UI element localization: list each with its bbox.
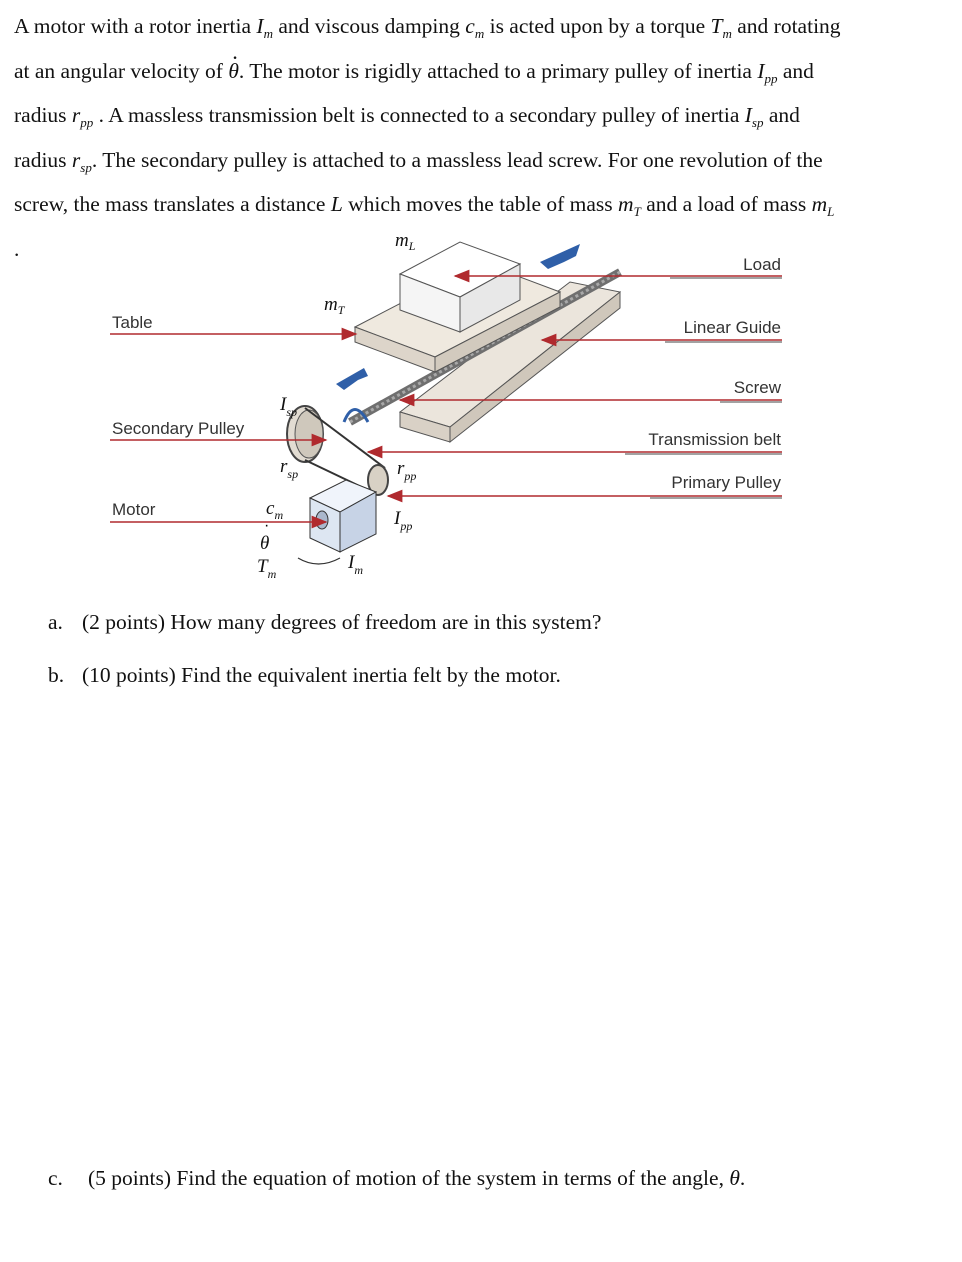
symbol-cm: $c_m$ bbox=[266, 498, 284, 522]
label-motor: Motor bbox=[112, 500, 156, 519]
symbol-theta-dot: θ bbox=[260, 533, 270, 554]
label-load: Load bbox=[743, 255, 781, 274]
blue-arrow-down bbox=[336, 368, 368, 390]
problem-line-6: . bbox=[14, 236, 20, 261]
symbol-mT: $m_T$ bbox=[324, 294, 345, 317]
problem-line-4: radius $r_{sp}$. The secondary pulley is attached to a massless lead screw. For one revolution of the bbox=[14, 147, 823, 175]
motor-body bbox=[310, 480, 376, 552]
label-screw: Screw bbox=[733, 378, 781, 397]
label-table: Table bbox=[112, 313, 153, 332]
label-secondary-pulley: Secondary Pulley bbox=[112, 419, 245, 438]
label-transmission-belt: Transmission belt bbox=[648, 430, 781, 449]
symbol-Im: $I_m$ bbox=[348, 552, 363, 577]
blue-arrow-up bbox=[540, 244, 580, 269]
problem-line-3: radius $r_{pp}$ . A massless transmission belt is connected to a secondary pulley of inertia $I_{sp}$ and bbox=[14, 103, 800, 130]
symbol-mL: $m_L$ bbox=[395, 230, 416, 253]
symbol-rsp: $r_{sp}$ bbox=[280, 456, 299, 481]
problem-line-2: at an angular velocity of · θ. The motor is rigidly attached to a primary pulley of inertia $I_{pp}$ and bbox=[14, 53, 944, 98]
theta-dot-mark: · bbox=[264, 517, 270, 534]
symbol-Isp: $I_{sp}$ bbox=[280, 394, 297, 419]
problem-line-1: A motor with a rotor inertia $I_m$ and viscous damping $c_m$ is acted upon by a torque $T_m$ and rotating bbox=[14, 14, 841, 41]
symbol-Ipp: $I_{pp}$ bbox=[394, 508, 413, 533]
symbol-Tm: $T_m$ bbox=[257, 556, 277, 581]
question-a: a. (2 points) How many degrees of freedom are in this system? bbox=[48, 610, 602, 634]
problem-line-5: screw, the mass translates a distance L which moves the table of mass $m_T$ and a load of mass $m_L$ bbox=[14, 192, 835, 219]
rotation-arrow-motor bbox=[298, 558, 340, 564]
label-linear-guide: Linear Guide bbox=[683, 318, 781, 337]
mechanism-figure bbox=[100, 222, 800, 592]
question-c: c. (5 points) Find the equation of motion of the system in terms of the angle, θ. bbox=[48, 1166, 746, 1190]
symbol-rpp: $r_{pp}$ bbox=[397, 458, 417, 483]
question-b: b. (10 points) Find the equivalent inertia felt by the motor. bbox=[48, 663, 561, 687]
label-primary-pulley: Primary Pulley bbox=[671, 473, 781, 492]
